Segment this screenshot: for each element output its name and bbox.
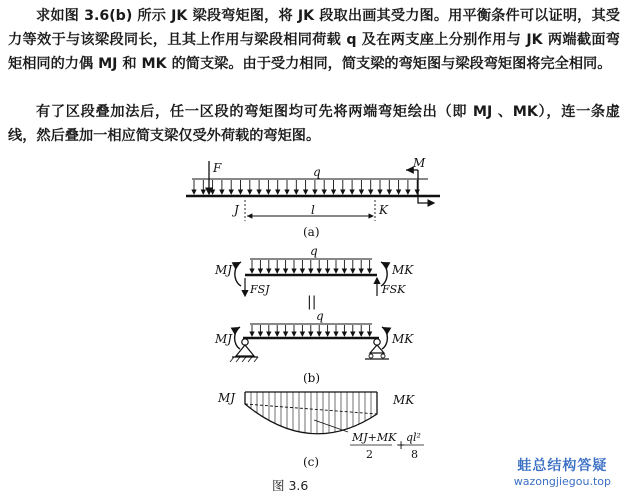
pin-support-left	[230, 339, 258, 362]
moment-label-mj-b2: MJ	[215, 332, 233, 346]
moment-label-mk-c: MK	[393, 393, 415, 407]
moment-label-mk-b1: MK	[392, 263, 414, 277]
distributed-load-b1	[252, 260, 370, 273]
diagram-b-simple-beam	[214, 309, 414, 385]
caption-a: (a)	[303, 225, 320, 239]
equivalence-sign: ||	[307, 294, 317, 310]
figure-title: 图 3.6	[272, 478, 309, 493]
paragraph-2: 有了区段叠加法后，任一区段的弯矩图均可先将两端弯矩绘出（即 MJ 、MK），连一条虚线，然后叠加一相应简支梁仅受外荷载的弯矩图。	[8, 104, 620, 144]
roller-support-right	[365, 339, 389, 359]
formula-denominator-1: 2	[366, 448, 373, 461]
point-label-k: K	[379, 203, 388, 217]
shear-label-fsj: FSJ	[250, 283, 270, 296]
load-label-q-a: q	[313, 165, 321, 179]
formula-plus: +	[396, 438, 407, 452]
load-label-q-b1: q	[310, 244, 318, 258]
distributed-load-b2	[252, 325, 370, 336]
formula-denominator-2: 8	[411, 448, 418, 461]
caption-c: (c)	[303, 455, 320, 469]
distributed-load-a	[194, 180, 417, 194]
watermark	[514, 455, 611, 488]
watermark-url: wazongjiegou.top	[513, 475, 611, 488]
paragraph-1: 求如图 3.6(b) 所示 JK 梁段弯矩图，将 JK 段取出画其受力图。用平衡条件可以证明，其受力等效于与该梁段同长，且其上作用与梁段相同荷载 q 及在两支座上分别作用与 JK 两端截面弯矩相同的力偶 MJ 和 MK 的简支梁。由于受力相同，简支梁的弯矩图与梁段弯矩图将完全相同。	[8, 8, 620, 72]
diagram-c	[217, 391, 424, 469]
formula-numerator-2: ql²	[406, 431, 421, 444]
span-label-l: l	[311, 203, 315, 217]
moment-label-mk-b2: MK	[392, 332, 414, 346]
diagram-a	[186, 156, 440, 239]
moment-label-mj-c: MJ	[218, 391, 236, 405]
caption-b: (b)	[303, 371, 321, 385]
moment-hatching	[251, 392, 371, 434]
moment-label-mj-b1: MJ	[215, 263, 233, 277]
point-label-j: J	[234, 203, 239, 217]
formula-numerator-1: MJ+MK	[352, 431, 397, 444]
diagram-b-free-body	[214, 244, 414, 310]
shear-label-fsk: FSK	[382, 283, 406, 296]
watermark-name: 蛙总结构答疑	[517, 458, 608, 474]
midspan-moment-formula	[350, 431, 424, 461]
force-label-f: F	[213, 161, 222, 175]
moment-label-m: M	[413, 156, 426, 170]
load-label-q-b2: q	[316, 309, 324, 323]
